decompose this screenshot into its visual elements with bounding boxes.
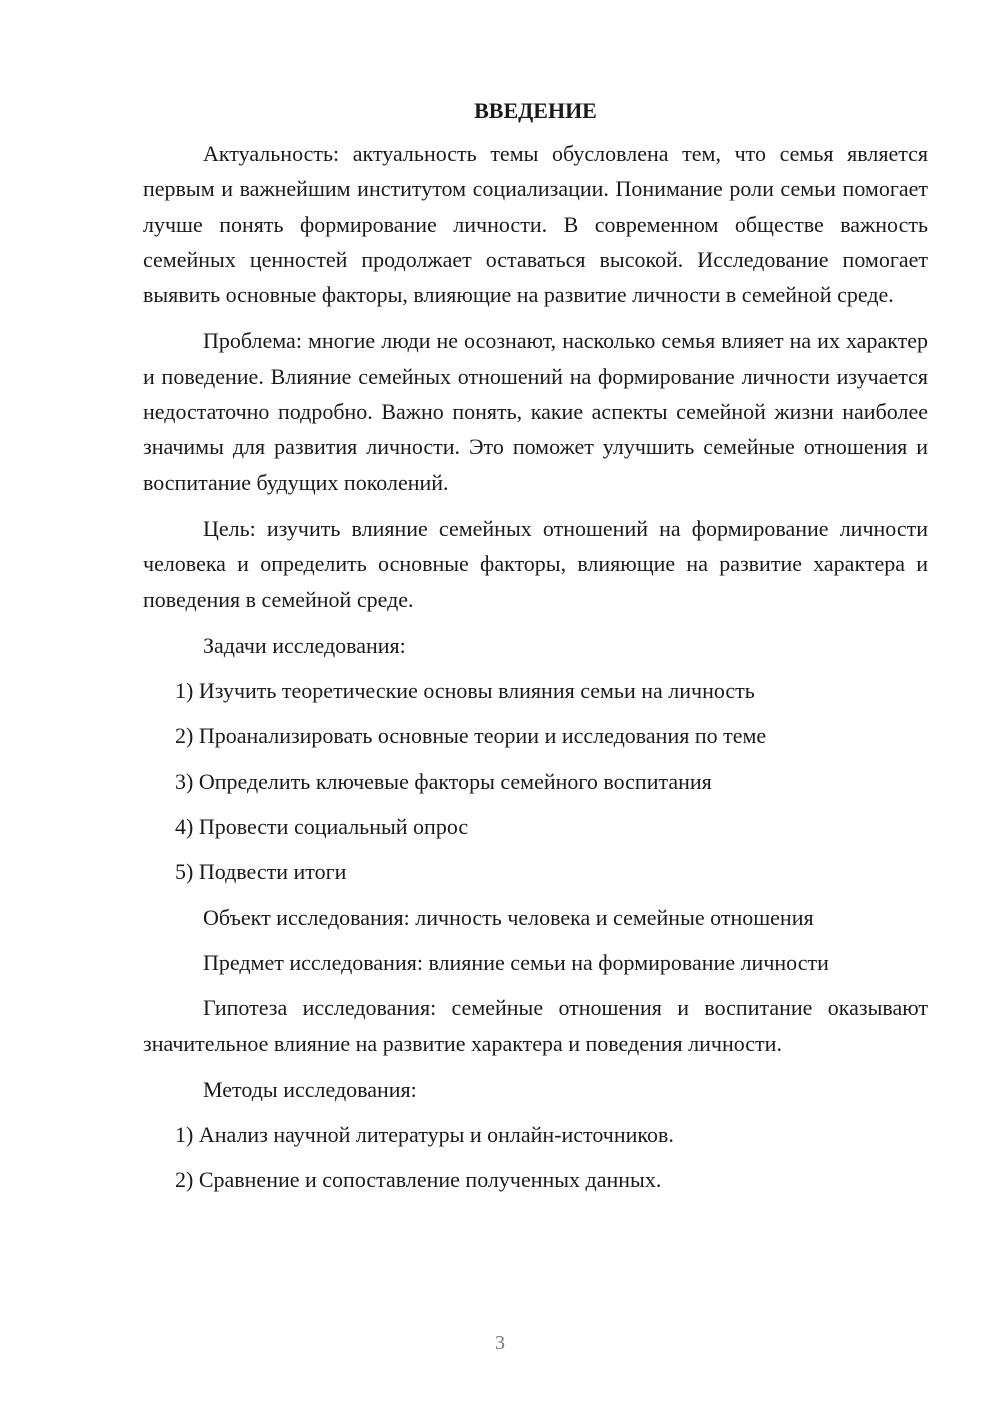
object-line: Объект исследования: личность человека и семейные отношения <box>203 904 814 930</box>
method-item: 1) Анализ научной литературы и онлайн-источников. <box>175 1122 674 1148</box>
task-item: 5) Подвести итоги <box>175 859 347 885</box>
method-item: 2) Сравнение и сопоставление полученных данных. <box>175 1167 662 1193</box>
subject-line: Предмет исследования: влияние семьи на формирование личности <box>203 949 829 975</box>
task-item: 2) Проанализировать основные теории и исследования по теме <box>175 723 767 749</box>
problem-paragraph: Проблема: многие люди не осознают, насколько семья влияет на их характер и поведение. Влияние семейных отношений на формирование личности изучается недостаточно подробно. Важно понять, какие аспекты семейной жизни наиболее значимы для развития личности. Это поможет улучшить семейные отношения и воспитание будущих поколений. <box>143 328 928 495</box>
goal-paragraph: Цель: изучить влияние семейных отношений на формирование личности человека и определить основные факторы, влияющие на развитие характера и поведения в семейной среде. <box>143 515 928 612</box>
document-page <box>143 96 928 1208</box>
task-item: 4) Провести социальный опрос <box>175 814 469 840</box>
methods-heading: Методы исследования: <box>203 1076 417 1102</box>
tasks-heading: Задачи исследования: <box>203 632 406 658</box>
page-number: 3 <box>495 1332 505 1354</box>
task-item: 1) Изучить теоретические основы влияния семьи на личность <box>175 678 755 704</box>
hypothesis-paragraph: Гипотеза исследования: семейные отношения и воспитание оказывают значительное влияние на развитие характера и поведения личности. <box>143 995 928 1056</box>
task-item: 3) Определить ключевые факторы семейного воспитания <box>175 768 712 794</box>
relevance-paragraph: Актуальность: актуальность темы обусловлена тем, что семья является первым и важнейшим институтом социализации. Понимание роли семьи помогает лучше понять формирование личности. В современном обществе важность семейных ценностей продолжает оставаться высокой. Исследование помогает выявить основные факторы, влияющие на развитие личности в семейной среде. <box>143 141 928 308</box>
section-title: ВВЕДЕНИЕ <box>474 98 597 123</box>
